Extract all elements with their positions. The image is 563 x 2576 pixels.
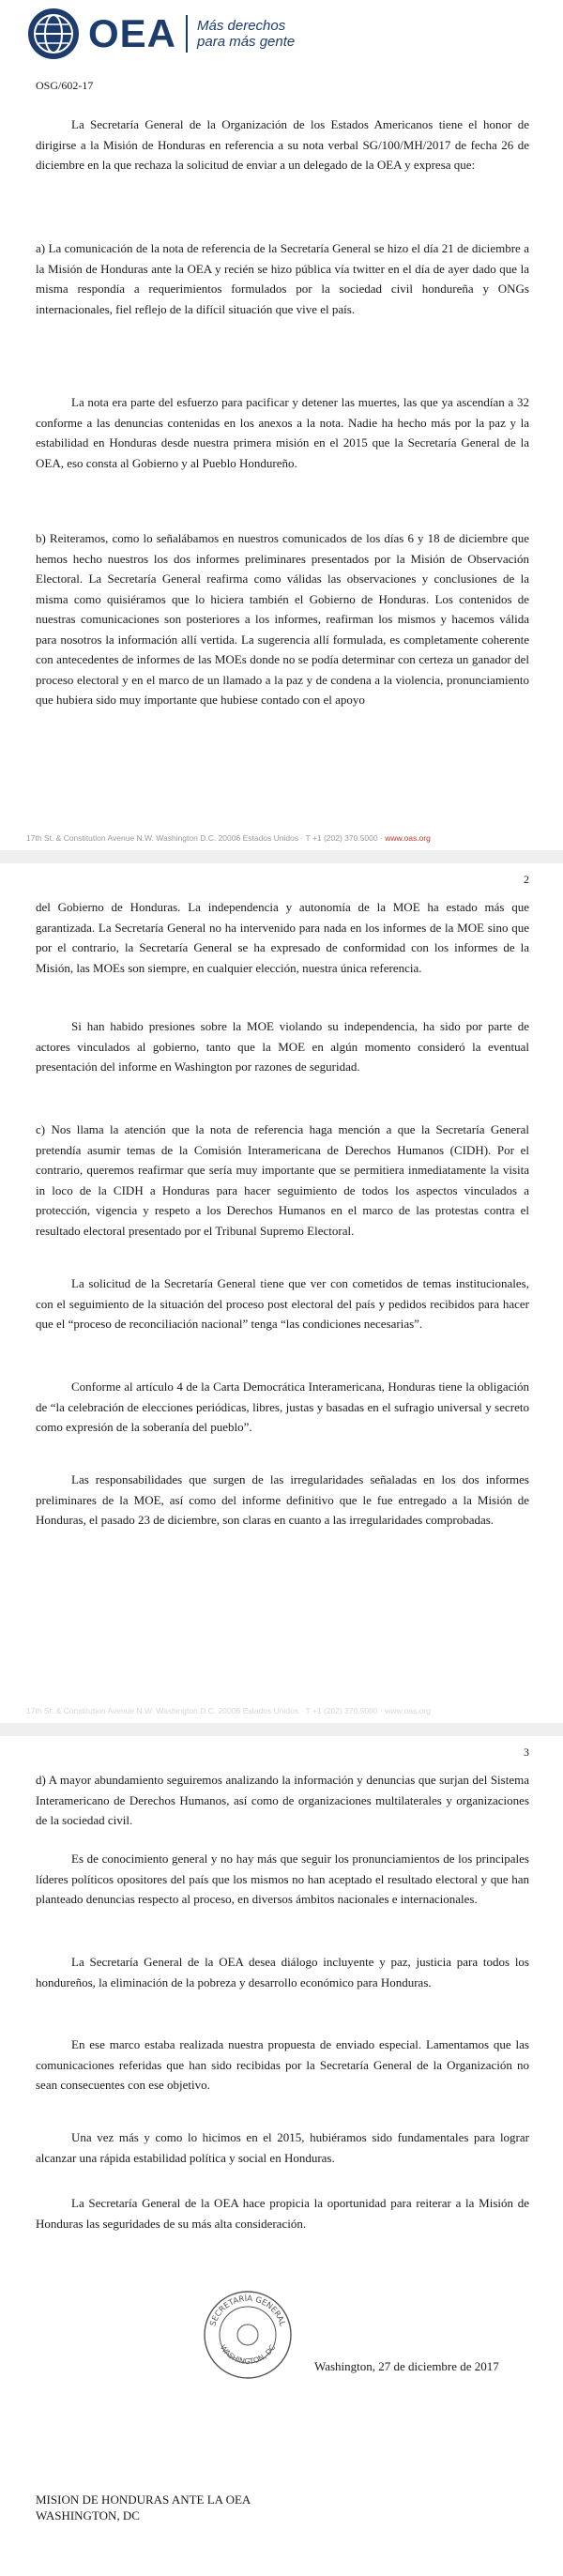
moe-pressure-paragraph: Si han habido presiones sobre la MOE violando su independencia, ha sido por parte de actores vinculados al gobierno, tanto que la MOE en algún momento consideró la eventual presentación del informe en Washington por razones de seguridad. (36, 1019, 529, 1074)
page-footer-faded (26, 1706, 542, 1715)
reference-number: OSG/602-17 (36, 79, 94, 92)
page-number-3: 3 (524, 1745, 529, 1759)
slogan-line-1: Más derechos (197, 18, 286, 34)
footer-address-2: 17th St. & Constitution Avenue N.W. Washington D.C. 20006 Estados Unidos · T +1 (202) 370.5000 · (26, 1706, 386, 1715)
institutional-paragraph: La solicitud de la Secretaría General tiene que ver con cometidos de temas institucionales, con el seguimiento de la situación del proceso post electoral del país y pedidos recibidos para hacer que el “proceso de reconciliación nacional” tenga “las condiciones necesarias”. (36, 1276, 529, 1331)
svg-text:WASHINGTON, DC: WASHINGTON, DC (218, 2343, 278, 2366)
stability-paragraph: Una vez más y como lo hicimos en el 2015, hubiéramos sido fundamentales para lograr alcanzar una rápida estabilidad política y social en Honduras. (36, 2130, 529, 2165)
page-break (0, 850, 563, 863)
point-d-paragraph: d) A mayor abundamiento seguiremos analizando la información y denuncias que surjan del Sistema Interamericano de Derechos Humanos, así como de organizaciones multilaterales y organizaciones de la sociedad civil. (36, 1773, 529, 1827)
dialogue-paragraph: La Secretaría General de la OEA desea diálogo incluyente y paz, justicia para todos los hondureños, la eliminación de la pobreza y desarrollo económico para Honduras. (36, 1955, 529, 1989)
special-envoy-paragraph: En ese marco estaba realizada nuestra propuesta de enviado especial. Lamentamos que las comunicaciones referidas que han sido recibidas por la Secretaría General de la Organización no sean consecuentes con ese objetivo. (36, 2037, 529, 2092)
slogan (197, 18, 295, 50)
addressee-line-2: WASHINGTON, DC (36, 2508, 140, 2523)
oea-wordmark: OEA (88, 11, 177, 55)
page-footer (26, 833, 542, 843)
point-a-continuation: La nota era parte del esfuerzo para pacificar y detener las muertes, las que ya ascendían a 32 conforme a las denuncias contenidas en los anexos a la nota. Nadie ha hecho más por la paz y la estabilidad en Honduras desde nuestra primera misión en el 2015 que la Secretaría General de la OEA, eso consta al Gobierno y al Pueblo Hondureño. (36, 395, 529, 470)
page-1 (0, 0, 563, 863)
point-a-paragraph: a) La comunicación de la nota de referencia de la Secretaría General se hizo el día 21 de diciembre a la Misión de Honduras ante la OEA y recién se hizo pública vía twitter en el día de ayer dado que la misma respondía a requerimientos formulados por la sociedad civil hondureña y ONGs internacionales, fiel reflejo de la difícil situación que vive el país. (36, 241, 529, 316)
point-c-paragraph: c) Nos llama la atención que la nota de referencia haga mención a que la Secretaría General pretendía asumir temas de la Comisión Interamericana de Derechos Humanos (CIDH). Por el contrario, queremos reafirmar que sería muy importante que se permitiera inmediatamente la visita in loco de la CIDH a Honduras para hacer seguimiento de todos los aspectos vinculados a protección, vigencia y respeto a los Derechos Humanos en el marco de las protestas contra el resultado electoral presentado por el Tribunal Supremo Electoral. (36, 1122, 529, 1238)
slogan-line-2: para más gente (197, 34, 296, 50)
page-break-2 (0, 1723, 563, 1736)
page-number: 2 (524, 873, 529, 886)
signing-date: Washington, 27 de diciembre de 2017 (314, 2359, 499, 2373)
closing-paragraph: La Secretaría General de la OEA hace propicia la oportunidad para reiterar a la Misión de Honduras las seguridades de su más alta consideración. (36, 2196, 529, 2231)
irregularities-paragraph: Las responsabilidades que surgen de las irregularidades señaladas en los dos informes preliminares de la MOE, así como del informe definitivo que le fue entregado a la Misión de Honduras, el pasado 23 de diciembre, son claras en cuanto a las irregularidades comprobadas. (36, 1472, 529, 1527)
svg-text:SECRETARÍA GENERAL: SECRETARÍA GENERAL (208, 2294, 287, 2328)
page-3 (0, 1736, 563, 2576)
official-seal-icon (201, 2288, 295, 2382)
point-b-paragraph: b) Reiteramos, como lo señalábamos en nuestros comunicados de los días 6 y 18 de diciembre que hemos hecho nuestros los dos informes preliminares presentados por la Misión de Observación Electoral. La Secretaría General reafirma como válidas las observaciones y conclusiones de la misma como quisiéramos que lo hiciera también el Gobierno de Honduras. Los contenidos de nuestras comunicaciones son posteriores a los informes, reafirman los mismos y hacemos válida para nosotros la información allí vertida. La sugerencia allí formulada, es completamente coherente con antecedentes de informes de las MOEs donde no se podía determinar con certeza un ganador del proceso electoral y en el marco de un llamado a la paz y de condena a la violencia, pronunciamiento que hubiera sido muy importante que hubiese contado con el apoyo (36, 531, 529, 707)
globe-emblem-icon (26, 7, 81, 61)
addressee-block (36, 2492, 251, 2523)
point-b-continuation: del Gobierno de Honduras. La independencia y autonomía de la MOE ha estado más que garantizada. La Secretaría General no ha intervenido para nada en los informes de la MOE sino que por el contrario, la Secretaría General se ha expresado de conformidad con los informes de la Misión, las MOEs son siempre, en cualquier elección, nuestra única referencia. (36, 900, 529, 975)
intro-paragraph: La Secretaría General de la Organización de los Estados Americanos tiene el honor de dirigirse a la Misión de Honduras en referencia a su nota verbal SG/100/MH/2017 de fecha 26 de diciembre en la que rechaza la solicitud de enviar a un delegado de la OEA y expresa que: (36, 117, 529, 172)
footer-website[interactable]: www.oas.org (385, 833, 431, 843)
footer-website-2: www.oas.org (385, 1706, 431, 1715)
page-2 (0, 863, 563, 1736)
opposition-paragraph: Es de conocimiento general y no hay más que seguir los pronunciamientos de los principales líderes políticos opositores del país que los mismos no han aceptado el resultado electoral y que han planteado denuncias respecto al proceso, en diversos ámbitos nacionales e internacionales. (36, 1852, 529, 1906)
logo-divider (186, 15, 188, 53)
addressee-line-1: MISION DE HONDURAS ANTE LA OEA (36, 2492, 251, 2507)
footer-address: 17th St. & Constitution Avenue N.W. Washington D.C. 20006 Estados Unidos · T +1 (202) 370.5000 · (26, 833, 386, 843)
oea-logo (26, 4, 295, 64)
democratic-charter-paragraph: Conforme al artículo 4 de la Carta Democrática Interamericana, Honduras tiene la obligación de “la celebración de elecciones periódicas, libres, justas y basadas en el sufragio universal y secreto como expresión de la soberanía del pueblo”. (36, 1379, 529, 1434)
